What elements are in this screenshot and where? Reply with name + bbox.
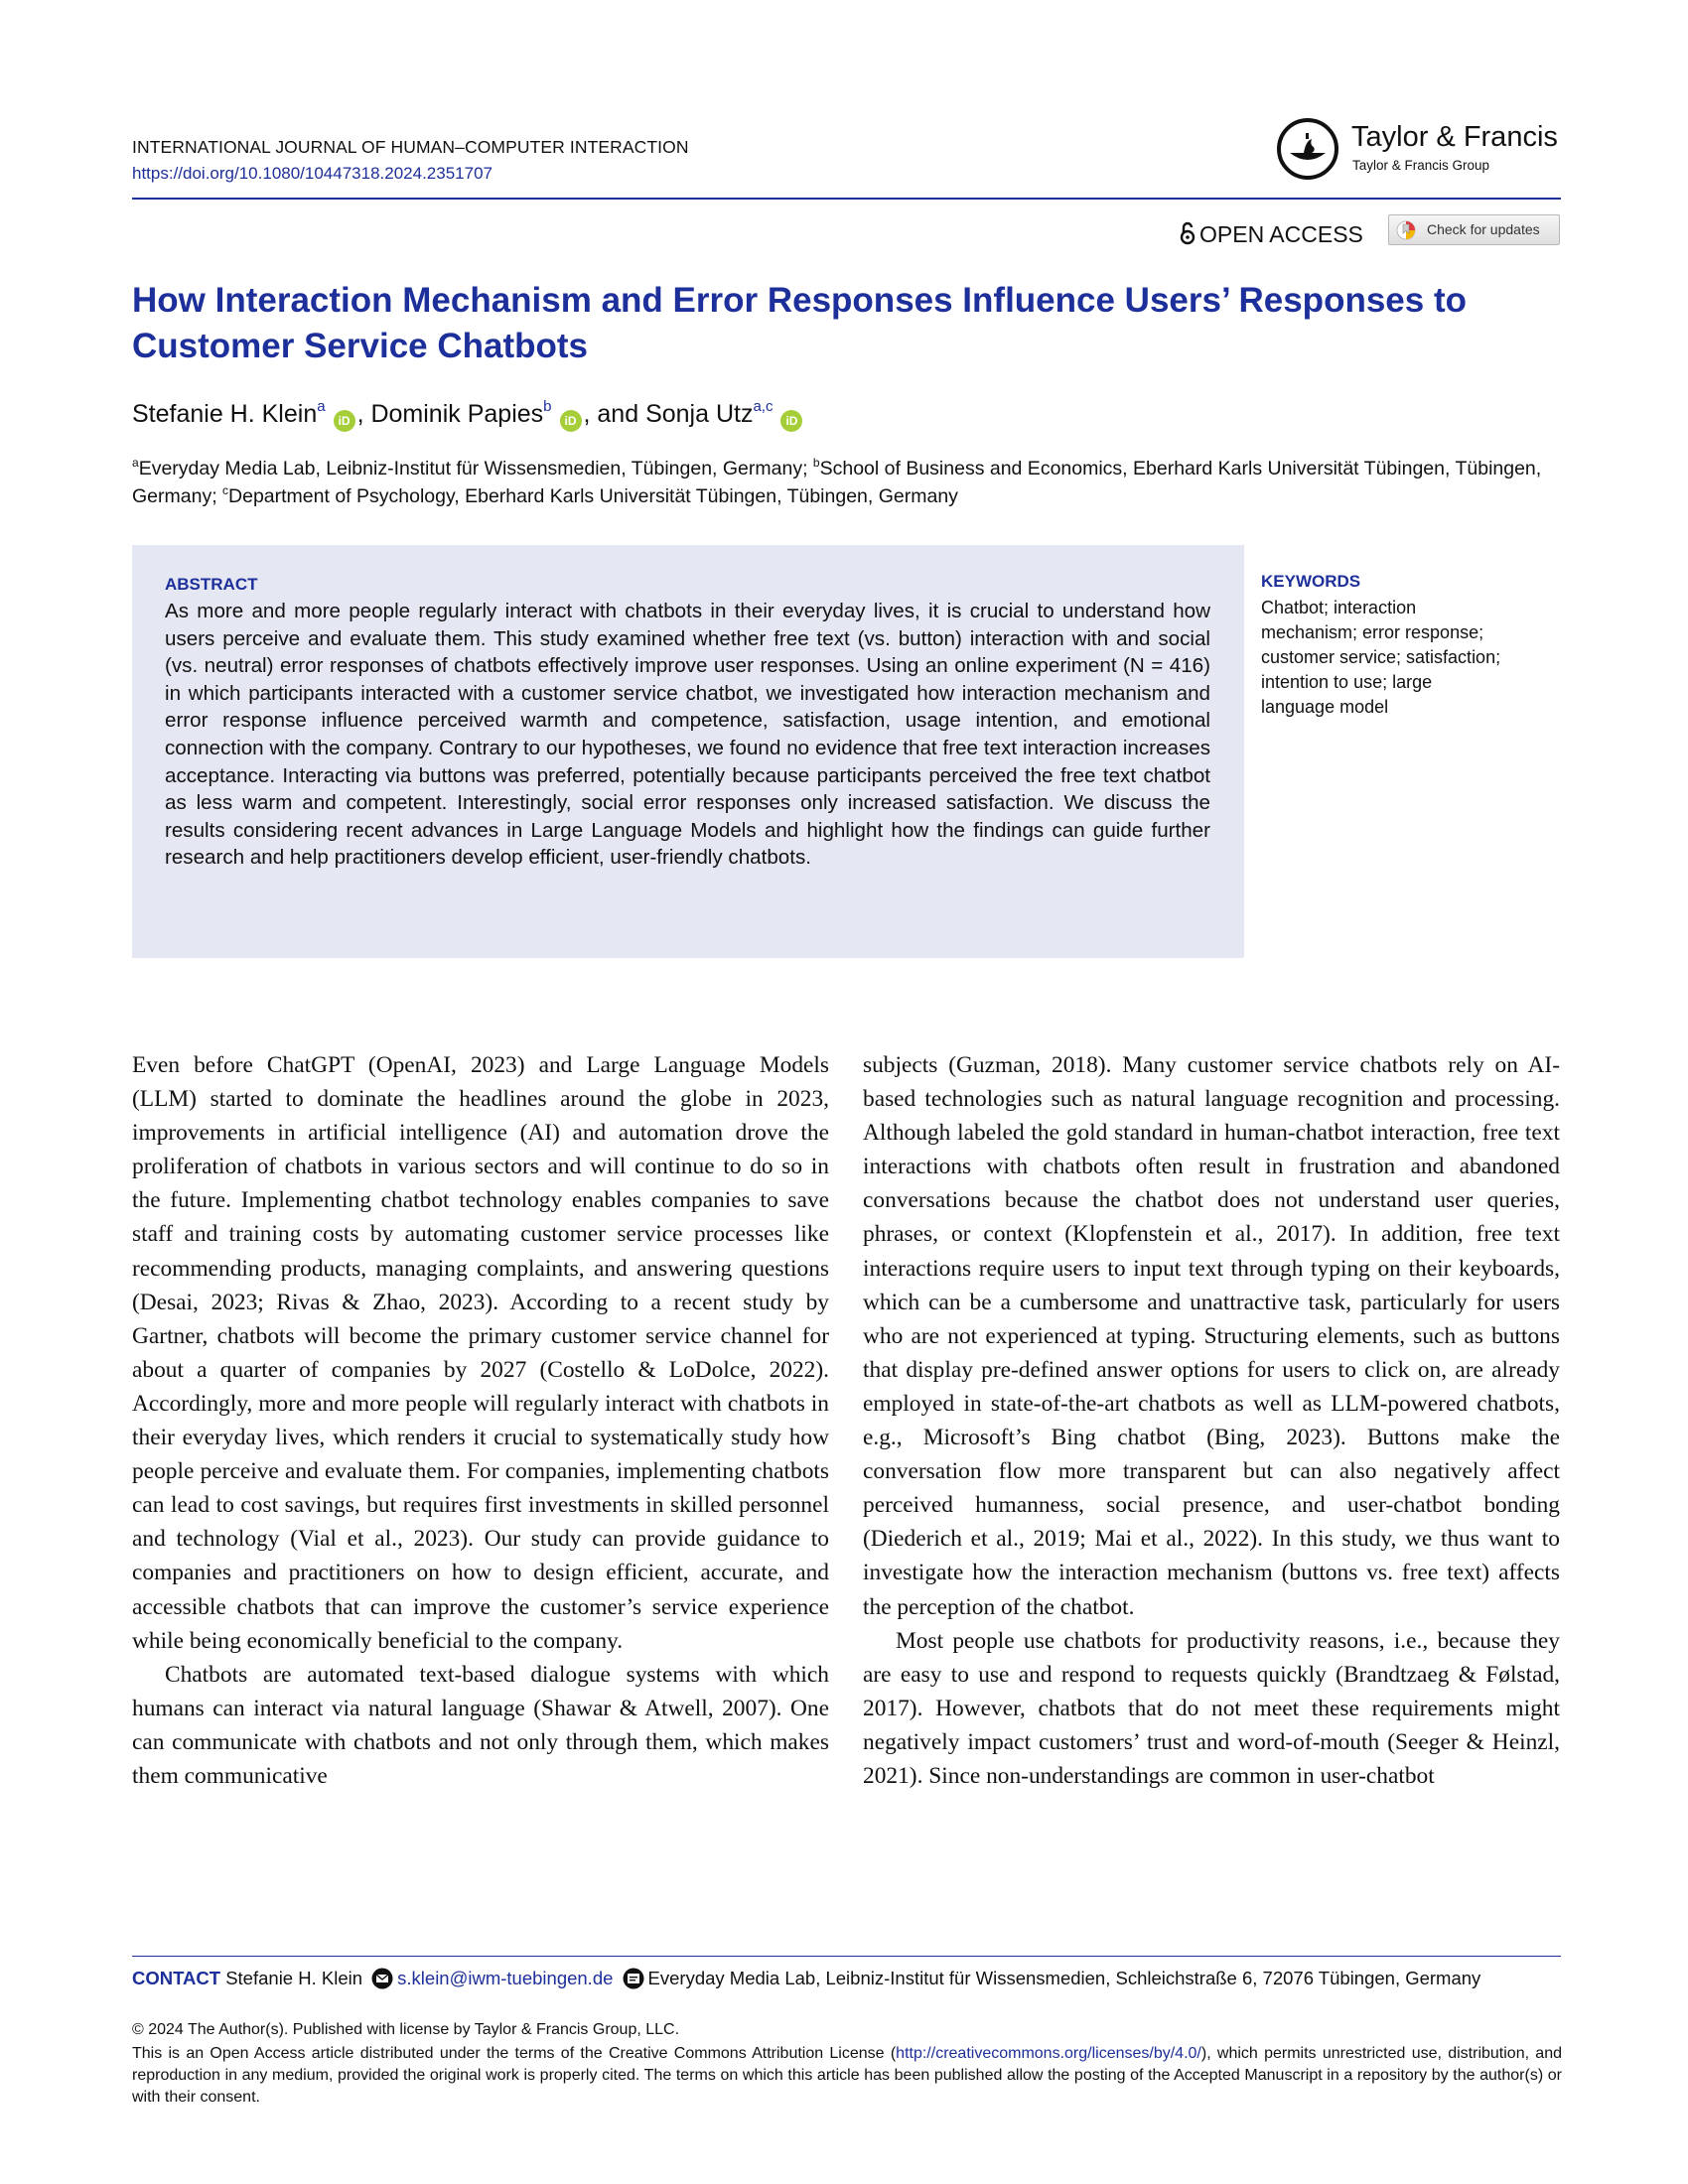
contact-line — [132, 1966, 1562, 1990]
abstract-heading: ABSTRACT — [165, 575, 258, 594]
orcid-icon[interactable]: iD — [780, 410, 802, 432]
address-icon — [623, 1968, 644, 1989]
check-for-updates-label: Check for updates — [1427, 221, 1540, 237]
contact-name: Stefanie H. Klein — [225, 1968, 363, 1988]
author-list — [132, 400, 804, 432]
body-paragraph: subjects (Guzman, 2018). Many customer service chatbots rely on AI-based technologies such as natural language recognition and processing. Although labeled the gold standard in human-chatbot interaction, free text interactions with chatbots often result in frustration and abandoned conversations because the chatbot does not understand user queries, phrases, or context (Klopfenstein et al., 2017). In addition, free text interactions require users to input text through typing on their keyboards, which can be a cumbersome and unattractive task, particularly for users who are not experienced at typing. Structuring elements, such as buttons that display pre-defined answer options for users to click on, are already employed in state-of-the-art chatbots as well as LLM-powered chatbots, e.g., Microsoft’s Bing chatbot (Bing, 2023). Buttons make the conversation flow more transparent but can also negatively affect perceived humanness, social presence, and user-chatbot bonding (Diederich et al., 2019; Mai et al., 2022). In this study, we thus want to investigate how the interaction mechanism (buttons vs. free text) affects the perception of the chatbot. — [863, 1052, 1560, 1620]
contact-address: Everyday Media Lab, Leibniz-Institut für Wissensmedien, Schleichstraße 6, 72076 Tübingen, Germany — [647, 1968, 1481, 1988]
affiliation-text: Everyday Media Lab, Leibniz-Institut für Wissensmedien, Tübingen, Germany; — [138, 458, 813, 479]
body-column-right — [863, 1048, 1560, 1793]
taylor-francis-lamp-icon — [1276, 117, 1339, 181]
crossmark-icon — [1396, 220, 1416, 240]
footer-rule — [132, 1956, 1561, 1957]
open-access-badge — [1180, 221, 1363, 248]
contact-label: CONTACT — [132, 1968, 221, 1988]
publisher-name: Taylor & Francis — [1351, 121, 1558, 153]
publisher-logo[interactable] — [1276, 117, 1574, 187]
author-name: Stefanie H. Klein — [132, 400, 318, 428]
keywords-text: Chatbot; interaction mechanism; error response; customer service; satisfaction; intention to use; large language model — [1261, 598, 1501, 717]
journal-name: INTERNATIONAL JOURNAL OF HUMAN–COMPUTER INTERACTION — [132, 137, 689, 157]
author-affiliation-mark: a — [317, 398, 326, 415]
open-access-label: OPEN ACCESS — [1199, 221, 1363, 247]
doi-link[interactable]: https://doi.org/10.1080/10447318.2024.2351707 — [132, 164, 492, 183]
license-text — [132, 2043, 1562, 2109]
license-link[interactable]: http://creativecommons.org/licenses/by/4.0/ — [896, 2045, 1201, 2062]
affiliation-mark: b — [812, 456, 820, 470]
author-affiliation-mark: a,c — [753, 398, 774, 415]
author-affiliation-mark: b — [543, 398, 552, 415]
body-paragraph: Chatbots are automated text-based dialogue systems with which humans can interact via natural language (Shawar & Atwell, 2007). One can communicate with chatbots and not only through them, which makes them communicative — [132, 1661, 829, 1789]
keywords-heading: KEYWORDS — [1261, 572, 1361, 591]
publisher-group: Taylor & Francis Group — [1352, 158, 1490, 173]
author-separator: , — [356, 400, 371, 428]
copyright-line: © 2024 The Author(s). Published with license by Taylor & Francis Group, LLC. — [132, 2021, 680, 2038]
body-column-left — [132, 1048, 829, 1793]
check-for-updates-button[interactable] — [1388, 214, 1560, 245]
body-paragraph: Even before ChatGPT (OpenAI, 2023) and Large Language Models (LLM) started to dominate the headlines around the globe in 2023, improvements in artificial intelligence (AI) and automation drove the proliferation of chatbots in various sectors and will continue to do so in the future. Implementing chatbot technology enables companies to save staff and training costs by automating customer service processes like recommending products, managing complaints, and answering questions (Desai, 2023; Rivas & Zhao, 2023). According to a recent study by Gartner, chatbots will become the primary customer service channel for about a quarter of companies by 2027 (Costello & LoDolce, 2022). Accordingly, more and more people will regularly interact with chatbots in their everyday lives, which renders it crucial to systematically study how people perceive and evaluate them. For companies, implementing chatbots can lead to cost savings, but requires first investments in skilled personnel and technology (Vial et al., 2023). Our study can provide guidance to companies and practitioners on how to design efficient, accurate, and accessible chatbots that can improve the customer’s service experience while being economically beneficial to the company. — [132, 1052, 829, 1654]
author-name: Sonja Utz — [645, 400, 754, 428]
affiliation-mark: c — [222, 483, 229, 497]
header-rule — [132, 198, 1561, 200]
license-text-after: ), which permits unrestricted use, distribution, and reproduction in any medium, provided the original work is properly cited. The terms on which this article has been published allow the posting of the Accepted Manuscript in a repository by the author(s) or with their consent. — [132, 2045, 1563, 2106]
abstract-text: As more and more people regularly interact with chatbots in their everyday lives, it is crucial to understand how users perceive and evaluate them. This study examined whether free text (vs. button) interaction with and social (vs. neutral) error responses of chatbots effectively improve user responses. Using an online experiment (N = 416) in which participants interacted with a customer service chatbot, we investigated how interaction mechanism and error response influence perceived warmth and competence, satisfaction, usage intention, and emotional connection with the company. Contrary to our hypotheses, we found no evidence that free text interaction increases acceptance. Interacting via buttons was preferred, potentially because participants perceived the free text chatbot as less warm and competent. Interestingly, social error responses only increased satisfaction. We discuss the results considering recent advances in Large Language Models and highlight how the findings can guide further research and help practitioners develop efficient, user-friendly chatbots. — [165, 600, 1210, 870]
license-text-before: This is an Open Access article distributed under the terms of the Creative Commons Attribution License ( — [132, 2045, 897, 2062]
open-lock-icon — [1180, 221, 1196, 245]
affiliation-text: School of Business and Economics, Eberhard Karls Universität Tübingen, Tübingen, Germany; — [132, 458, 1542, 507]
affiliation-text: Department of Psychology, Eberhard Karls Universität Tübingen, Tübingen, Germany — [228, 485, 958, 507]
article-title: How Interaction Mechanism and Error Responses Influence Users’ Responses to Customer Service Chatbots — [132, 281, 1467, 365]
body-paragraph: Most people use chatbots for productivity reasons, i.e., because they are easy to use and respond to requests quickly (Brandtzaeg & Følstad, 2017). However, chatbots that do not meet these requirements might negatively impact customers’ trust and word-of-mouth (Seeger & Heinzl, 2021). Since non-understandings are common in user-chatbot — [863, 1627, 1560, 1789]
author-name: Dominik Papies — [370, 400, 544, 428]
affiliations — [132, 455, 1562, 510]
orcid-icon[interactable]: iD — [334, 410, 355, 432]
email-icon — [371, 1968, 393, 1989]
orcid-icon[interactable]: iD — [560, 410, 582, 432]
contact-email-link[interactable]: s.klein@iwm-tuebingen.de — [397, 1968, 614, 1988]
author-separator: , and — [583, 400, 646, 428]
affiliation-mark: a — [132, 456, 139, 470]
